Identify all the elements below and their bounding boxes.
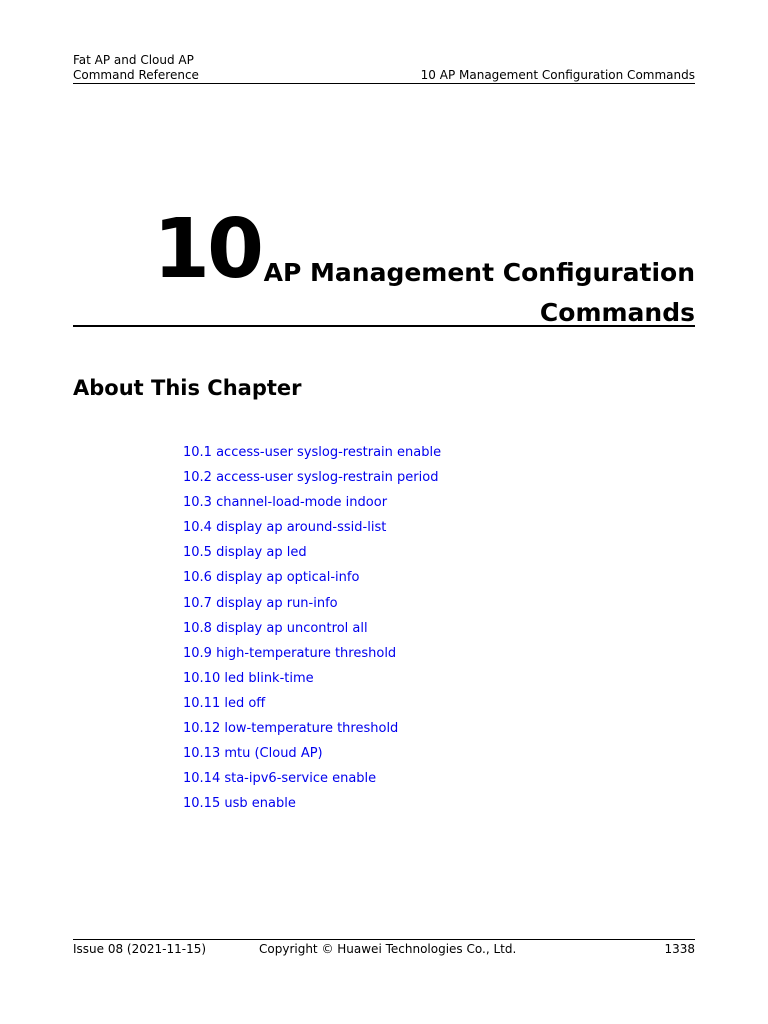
toc-link[interactable]: 10.5 display ap led: [183, 545, 307, 561]
toc-link[interactable]: 10.6 display ap optical-info: [183, 570, 360, 586]
toc-link[interactable]: 10.9 high-temperature threshold: [183, 645, 397, 661]
issue-label: Issue 08 (2021-11-15): [73, 942, 207, 956]
toc-link[interactable]: 10.12 low-temperature threshold: [183, 721, 399, 737]
toc-link[interactable]: 10.8 display ap uncontrol all: [183, 620, 368, 636]
footer-divider: [73, 939, 695, 940]
copyright-notice: Copyright © Huawei Technologies Co., Ltd.: [259, 942, 517, 956]
toc-link[interactable]: 10.14 sta-ipv6-service enable: [183, 771, 377, 787]
page-number: 1338: [664, 942, 695, 956]
toc-link[interactable]: 10.13 mtu (Cloud AP): [183, 746, 323, 762]
toc-link[interactable]: 10.10 led blink-time: [183, 670, 314, 686]
toc-link[interactable]: 10.15 usb enable: [183, 796, 296, 812]
section-heading: About This Chapter: [73, 376, 302, 400]
toc-link[interactable]: 10.1 access-user syslog-restrain enable: [183, 445, 442, 460]
toc-link[interactable]: 10.11 led off: [183, 695, 266, 711]
document-title-line2: Command Reference: [73, 68, 199, 82]
toc-link[interactable]: 10.4 display ap around-ssid-list: [183, 520, 387, 536]
page-header: [73, 53, 695, 83]
chapter-name: [255, 253, 695, 333]
chapter-title-block: [73, 202, 695, 327]
toc-link[interactable]: 10.2 access-user syslog-restrain period: [183, 470, 439, 486]
toc-link[interactable]: 10.7 display ap run-info: [183, 595, 338, 611]
chapter-name-line2: Commands: [539, 298, 695, 327]
document-title: [73, 53, 199, 83]
chapter-title-divider: [73, 325, 695, 327]
chapter-number: 10: [153, 202, 262, 297]
chapter-toc: [183, 440, 441, 816]
header-divider: [73, 83, 695, 84]
document-title-line1: Fat AP and Cloud AP: [73, 53, 194, 67]
chapter-reference: 10 AP Management Configuration Commands: [420, 68, 695, 82]
chapter-name-line1: AP Management Configuration: [263, 258, 695, 287]
toc-link[interactable]: 10.3 channel-load-mode indoor: [183, 495, 388, 511]
